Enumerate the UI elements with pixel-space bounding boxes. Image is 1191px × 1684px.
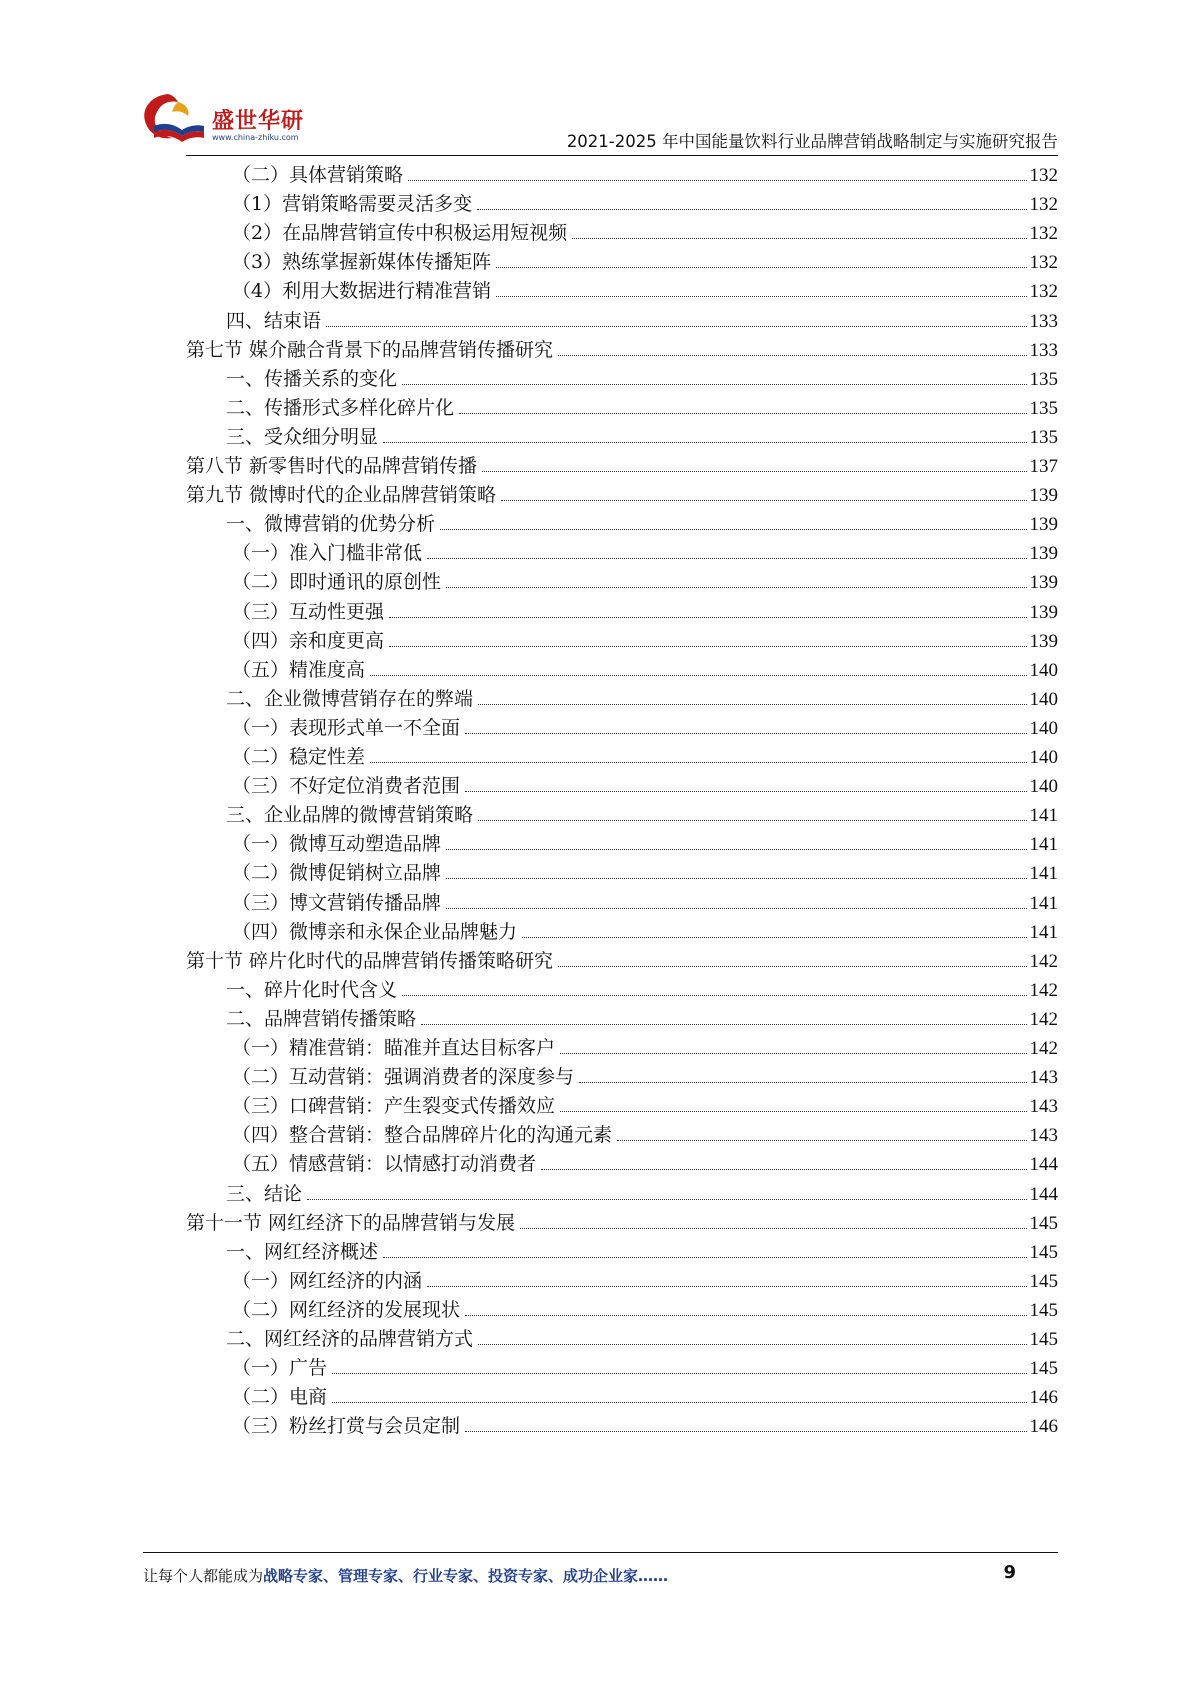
toc-entry-page: 140 — [1029, 659, 1058, 681]
toc-entry-page: 142 — [1029, 1008, 1058, 1030]
toc-entry[interactable] — [232, 1062, 1058, 1093]
toc-entry-title: （四）微博亲和永保企业品牌魅力 — [232, 920, 518, 943]
toc-entry-title: 三、结论 — [226, 1182, 303, 1205]
toc-leader-dots — [560, 1111, 1026, 1112]
toc-entry-page: 144 — [1029, 1183, 1058, 1205]
toc-leader-dots — [477, 209, 1026, 210]
toc-entry[interactable] — [186, 946, 1058, 977]
toc-entry-page: 135 — [1029, 368, 1058, 390]
footer-divider — [143, 1552, 1058, 1553]
toc-entry[interactable] — [232, 160, 1058, 191]
toc-entry-title: （二）稳定性差 — [232, 746, 366, 768]
toc-leader-dots — [370, 675, 1026, 676]
toc-leader-dots — [446, 908, 1026, 909]
logo-emblem-icon — [138, 86, 218, 146]
toc-entry[interactable] — [232, 597, 1058, 628]
toc-entry[interactable] — [232, 1091, 1058, 1122]
toc-entry-page: 133 — [1029, 339, 1058, 361]
toc-entry-title: （二）即时通讯的原创性 — [232, 571, 442, 594]
toc-leader-dots — [446, 878, 1026, 879]
toc-entry-title: （三）互动性更强 — [232, 600, 385, 623]
toc-entry-page: 145 — [1029, 1329, 1058, 1350]
toc-entry-page: 141 — [1029, 805, 1058, 827]
toc-entry-title: （一）准入门槛非常低 — [232, 542, 423, 565]
toc-entry-page: 143 — [1029, 1125, 1058, 1147]
toc-entry[interactable] — [226, 306, 1058, 337]
toc-entry[interactable] — [232, 218, 1058, 249]
toc-leader-dots — [465, 1315, 1026, 1316]
toc-leader-dots — [383, 1257, 1026, 1258]
toc-entry-title: （2）在品牌营销宣传中积极运用短视频 — [232, 222, 568, 245]
toc-entry-title: （一）网红经济的内涵 — [232, 1269, 423, 1292]
toc-entry-page: 139 — [1029, 601, 1058, 623]
toc-entry[interactable] — [232, 626, 1058, 657]
toc-entry-title: 一、微博营销的优势分析 — [226, 513, 436, 536]
toc-entry-page: 140 — [1029, 747, 1058, 768]
toc-entry[interactable] — [232, 1353, 1058, 1384]
toc-entry-page: 141 — [1029, 921, 1058, 943]
toc-entry-page: 135 — [1029, 397, 1058, 419]
toc-entry-page: 142 — [1029, 950, 1058, 972]
toc-entry-title: （三）不好定位消费者范围 — [232, 775, 461, 798]
toc-leader-dots — [496, 296, 1026, 297]
toc-entry-title: （一）微博互动塑造品牌 — [232, 833, 442, 856]
toc-entry[interactable] — [232, 567, 1058, 598]
toc-entry-page: 141 — [1029, 892, 1058, 914]
toc-leader-dots — [617, 1140, 1026, 1141]
toc-leader-dots — [307, 1199, 1026, 1200]
toc-leader-dots — [402, 384, 1026, 385]
toc-entry[interactable] — [226, 684, 1058, 715]
toc-leader-dots — [332, 1402, 1026, 1403]
toc-entry-page: 142 — [1029, 979, 1058, 1001]
toc-entry-page: 139 — [1029, 514, 1058, 536]
footer-slogan-highlight: 战略专家、管理专家、行业专家、投资专家、成功企业家…… — [263, 1567, 669, 1585]
toc-leader-dots — [522, 937, 1026, 938]
toc-entry-page: 137 — [1029, 456, 1058, 477]
toc-leader-dots — [446, 587, 1026, 588]
toc-leader-dots — [465, 791, 1026, 792]
toc-leader-dots — [440, 529, 1026, 530]
logo-url: www.china-zhiku.com — [212, 133, 299, 142]
toc-entry-title: （四）亲和度更高 — [232, 629, 385, 652]
toc-entry-title: 二、网红经济的品牌营销方式 — [226, 1328, 474, 1350]
toc-entry[interactable] — [232, 538, 1058, 569]
toc-entry-page: 146 — [1029, 1416, 1058, 1438]
toc-entry[interactable] — [232, 1120, 1058, 1151]
toc-entry-title: 三、受众细分明显 — [226, 425, 379, 448]
report-title: 2021-2025 年中国能量饮料行业品牌营销战略制定与实施研究报告 — [566, 132, 1058, 151]
header-divider — [186, 155, 1058, 156]
toc-entry-page: 145 — [1029, 1212, 1058, 1234]
toc-leader-dots — [446, 849, 1026, 850]
toc-leader-dots — [572, 238, 1026, 239]
toc-entry[interactable] — [232, 771, 1058, 802]
toc-entry-page: 132 — [1029, 165, 1058, 186]
toc-entry[interactable] — [186, 451, 1058, 482]
toc-entry-title: 二、传播形式多样化碎片化 — [226, 396, 455, 419]
toc-entry-page: 132 — [1029, 223, 1058, 245]
toc-entry-page: 145 — [1029, 1299, 1058, 1321]
toc-leader-dots — [402, 995, 1026, 996]
toc-entry-page: 135 — [1029, 426, 1058, 448]
toc-leader-dots — [408, 180, 1026, 181]
toc-leader-dots — [427, 1286, 1026, 1287]
toc-entry-title: 一、碎片化时代含义 — [226, 978, 398, 1001]
toc-leader-dots — [496, 267, 1026, 268]
toc-entry-title: （五）情感营销：以情感打动消费者 — [232, 1153, 537, 1176]
toc-leader-dots — [427, 558, 1026, 559]
toc-entry[interactable] — [186, 1208, 1058, 1239]
toc-entry[interactable] — [232, 858, 1058, 889]
toc-entry[interactable] — [232, 1411, 1058, 1442]
toc-leader-dots — [370, 762, 1026, 763]
toc-entry-title: 四、结束语 — [226, 309, 322, 332]
toc-leader-dots — [389, 617, 1026, 618]
toc-entry-title: 二、企业微博营销存在的弊端 — [226, 687, 474, 710]
toc-entry[interactable] — [232, 1295, 1058, 1326]
toc-leader-dots — [389, 646, 1026, 647]
toc-entry-title: （五）精准度高 — [232, 658, 366, 681]
toc-leader-dots — [478, 1344, 1026, 1345]
toc-entry-title: （一）表现形式单一不全面 — [232, 716, 461, 739]
toc-leader-dots — [326, 326, 1026, 327]
toc-entry-title: （一）精准营销：瞄准并直达目标客户 — [232, 1037, 556, 1059]
toc-entry[interactable] — [232, 713, 1058, 744]
toc-entry-title: （二）具体营销策略 — [232, 164, 404, 186]
toc-entry[interactable] — [226, 1004, 1058, 1035]
toc-leader-dots — [478, 820, 1026, 821]
toc-entry-title: 二、品牌营销传播策略 — [226, 1007, 417, 1030]
toc-entry[interactable] — [232, 189, 1058, 220]
toc-entry-page: 140 — [1029, 688, 1058, 710]
toc-entry-page: 145 — [1029, 1241, 1058, 1263]
toc-entry[interactable] — [232, 917, 1058, 948]
toc-entry-title: （3）熟练掌握新媒体传播矩阵 — [232, 251, 492, 274]
toc-entry[interactable] — [226, 393, 1058, 424]
toc-entry[interactable] — [232, 888, 1058, 919]
toc-entry[interactable] — [226, 800, 1058, 831]
toc-entry[interactable] — [226, 1324, 1058, 1355]
toc-entry[interactable] — [232, 742, 1058, 773]
toc-entry-page: 141 — [1029, 834, 1058, 856]
toc-entry[interactable] — [226, 1237, 1058, 1268]
toc-entry-page: 139 — [1029, 630, 1058, 652]
toc-entry[interactable] — [232, 247, 1058, 278]
toc-entry-page: 144 — [1029, 1154, 1058, 1176]
toc-entry-title: （1）营销策略需要灵活多变 — [232, 193, 473, 216]
toc-entry-page: 132 — [1029, 281, 1058, 303]
page-number: 9 — [1003, 1562, 1016, 1583]
toc-entry-page: 142 — [1029, 1038, 1058, 1059]
toc-entry-title: （三）口碑营销：产生裂变式传播效应 — [232, 1095, 556, 1118]
toc-leader-dots — [478, 704, 1026, 705]
toc-entry-title: （三）粉丝打赏与会员定制 — [232, 1415, 461, 1438]
toc-entry[interactable] — [186, 480, 1058, 511]
toc-entry-page: 141 — [1029, 863, 1058, 885]
toc-entry-title: 第八节 新零售时代的品牌营销传播 — [186, 455, 478, 477]
toc-entry-title: 第九节 微博时代的企业品牌营销策略 — [186, 484, 497, 507]
toc-entry[interactable] — [232, 276, 1058, 307]
toc-entry[interactable] — [232, 1033, 1058, 1064]
toc-entry-page: 145 — [1029, 1270, 1058, 1292]
toc-entry[interactable] — [226, 975, 1058, 1006]
toc-entry[interactable] — [232, 1382, 1058, 1413]
toc-entry-page: 132 — [1029, 252, 1058, 274]
toc-leader-dots — [459, 413, 1026, 414]
toc-entry-title: 第十一节 网红经济下的品牌营销与发展 — [186, 1211, 516, 1234]
toc-entry-title: 第十节 碎片化时代的品牌营销传播策略研究 — [186, 949, 554, 972]
toc-entry-title: 第七节 媒介融合背景下的品牌营销传播研究 — [186, 338, 554, 361]
toc-entry-page: 140 — [1029, 717, 1058, 739]
toc-entry-page: 139 — [1029, 572, 1058, 594]
footer-slogan — [143, 1565, 668, 1586]
toc-leader-dots — [421, 1024, 1026, 1025]
toc-leader-dots — [520, 1228, 1026, 1229]
toc-entry[interactable] — [226, 509, 1058, 540]
footer-slogan-prefix: 让每个人都能成为 — [143, 1567, 264, 1585]
toc-leader-dots — [465, 733, 1026, 734]
toc-entry-page: 146 — [1029, 1387, 1058, 1409]
toc-entry-title: 一、网红经济概述 — [226, 1240, 379, 1263]
toc-entry-title: （一）广告 — [232, 1357, 328, 1380]
toc-leader-dots — [558, 355, 1026, 356]
toc-entry[interactable] — [226, 364, 1058, 395]
toc-leader-dots — [501, 500, 1026, 501]
toc-entry-title: （三）博文营销传播品牌 — [232, 891, 442, 914]
toc-leader-dots — [558, 966, 1026, 967]
toc-entry-title: （4）利用大数据进行精准营销 — [232, 280, 492, 303]
toc-leader-dots — [332, 1373, 1026, 1374]
toc-entry[interactable] — [232, 655, 1058, 686]
toc-entry-title: （二）微博促销树立品牌 — [232, 862, 442, 885]
toc-entry[interactable] — [232, 829, 1058, 860]
toc-entry-page: 133 — [1029, 310, 1058, 332]
toc-leader-dots — [482, 471, 1026, 472]
logo-name: 盛世华研 — [212, 109, 305, 134]
toc-leader-dots — [541, 1169, 1026, 1170]
toc-entry-page: 139 — [1029, 485, 1058, 507]
toc-leader-dots — [383, 442, 1026, 443]
toc-entry[interactable] — [232, 1266, 1058, 1297]
toc-entry[interactable] — [232, 1149, 1058, 1180]
toc-entry[interactable] — [226, 1179, 1058, 1210]
toc-entry-title: （二）电商 — [232, 1386, 328, 1409]
toc-leader-dots — [465, 1431, 1026, 1432]
toc-entry-page: 140 — [1029, 776, 1058, 798]
toc-entry-page: 145 — [1029, 1358, 1058, 1380]
toc-entry-page: 143 — [1029, 1067, 1058, 1089]
toc-entry-page: 132 — [1029, 194, 1058, 216]
toc-entry-title: 一、传播关系的变化 — [226, 367, 398, 390]
toc-entry[interactable] — [186, 335, 1058, 366]
toc-entry-title: （二）网红经济的发展现状 — [232, 1298, 461, 1321]
toc-entry-title: （二）互动营销：强调消费者的深度参与 — [232, 1066, 575, 1089]
toc-leader-dots — [579, 1082, 1026, 1083]
toc-leader-dots — [560, 1053, 1026, 1054]
toc-entry-page: 143 — [1029, 1096, 1058, 1118]
toc-entry-title: （四）整合营销：整合品牌碎片化的沟通元素 — [232, 1124, 613, 1147]
toc-entry-title: 三、企业品牌的微博营销策略 — [226, 804, 474, 827]
toc-entry[interactable] — [226, 422, 1058, 453]
toc-entry-page: 139 — [1029, 543, 1058, 565]
